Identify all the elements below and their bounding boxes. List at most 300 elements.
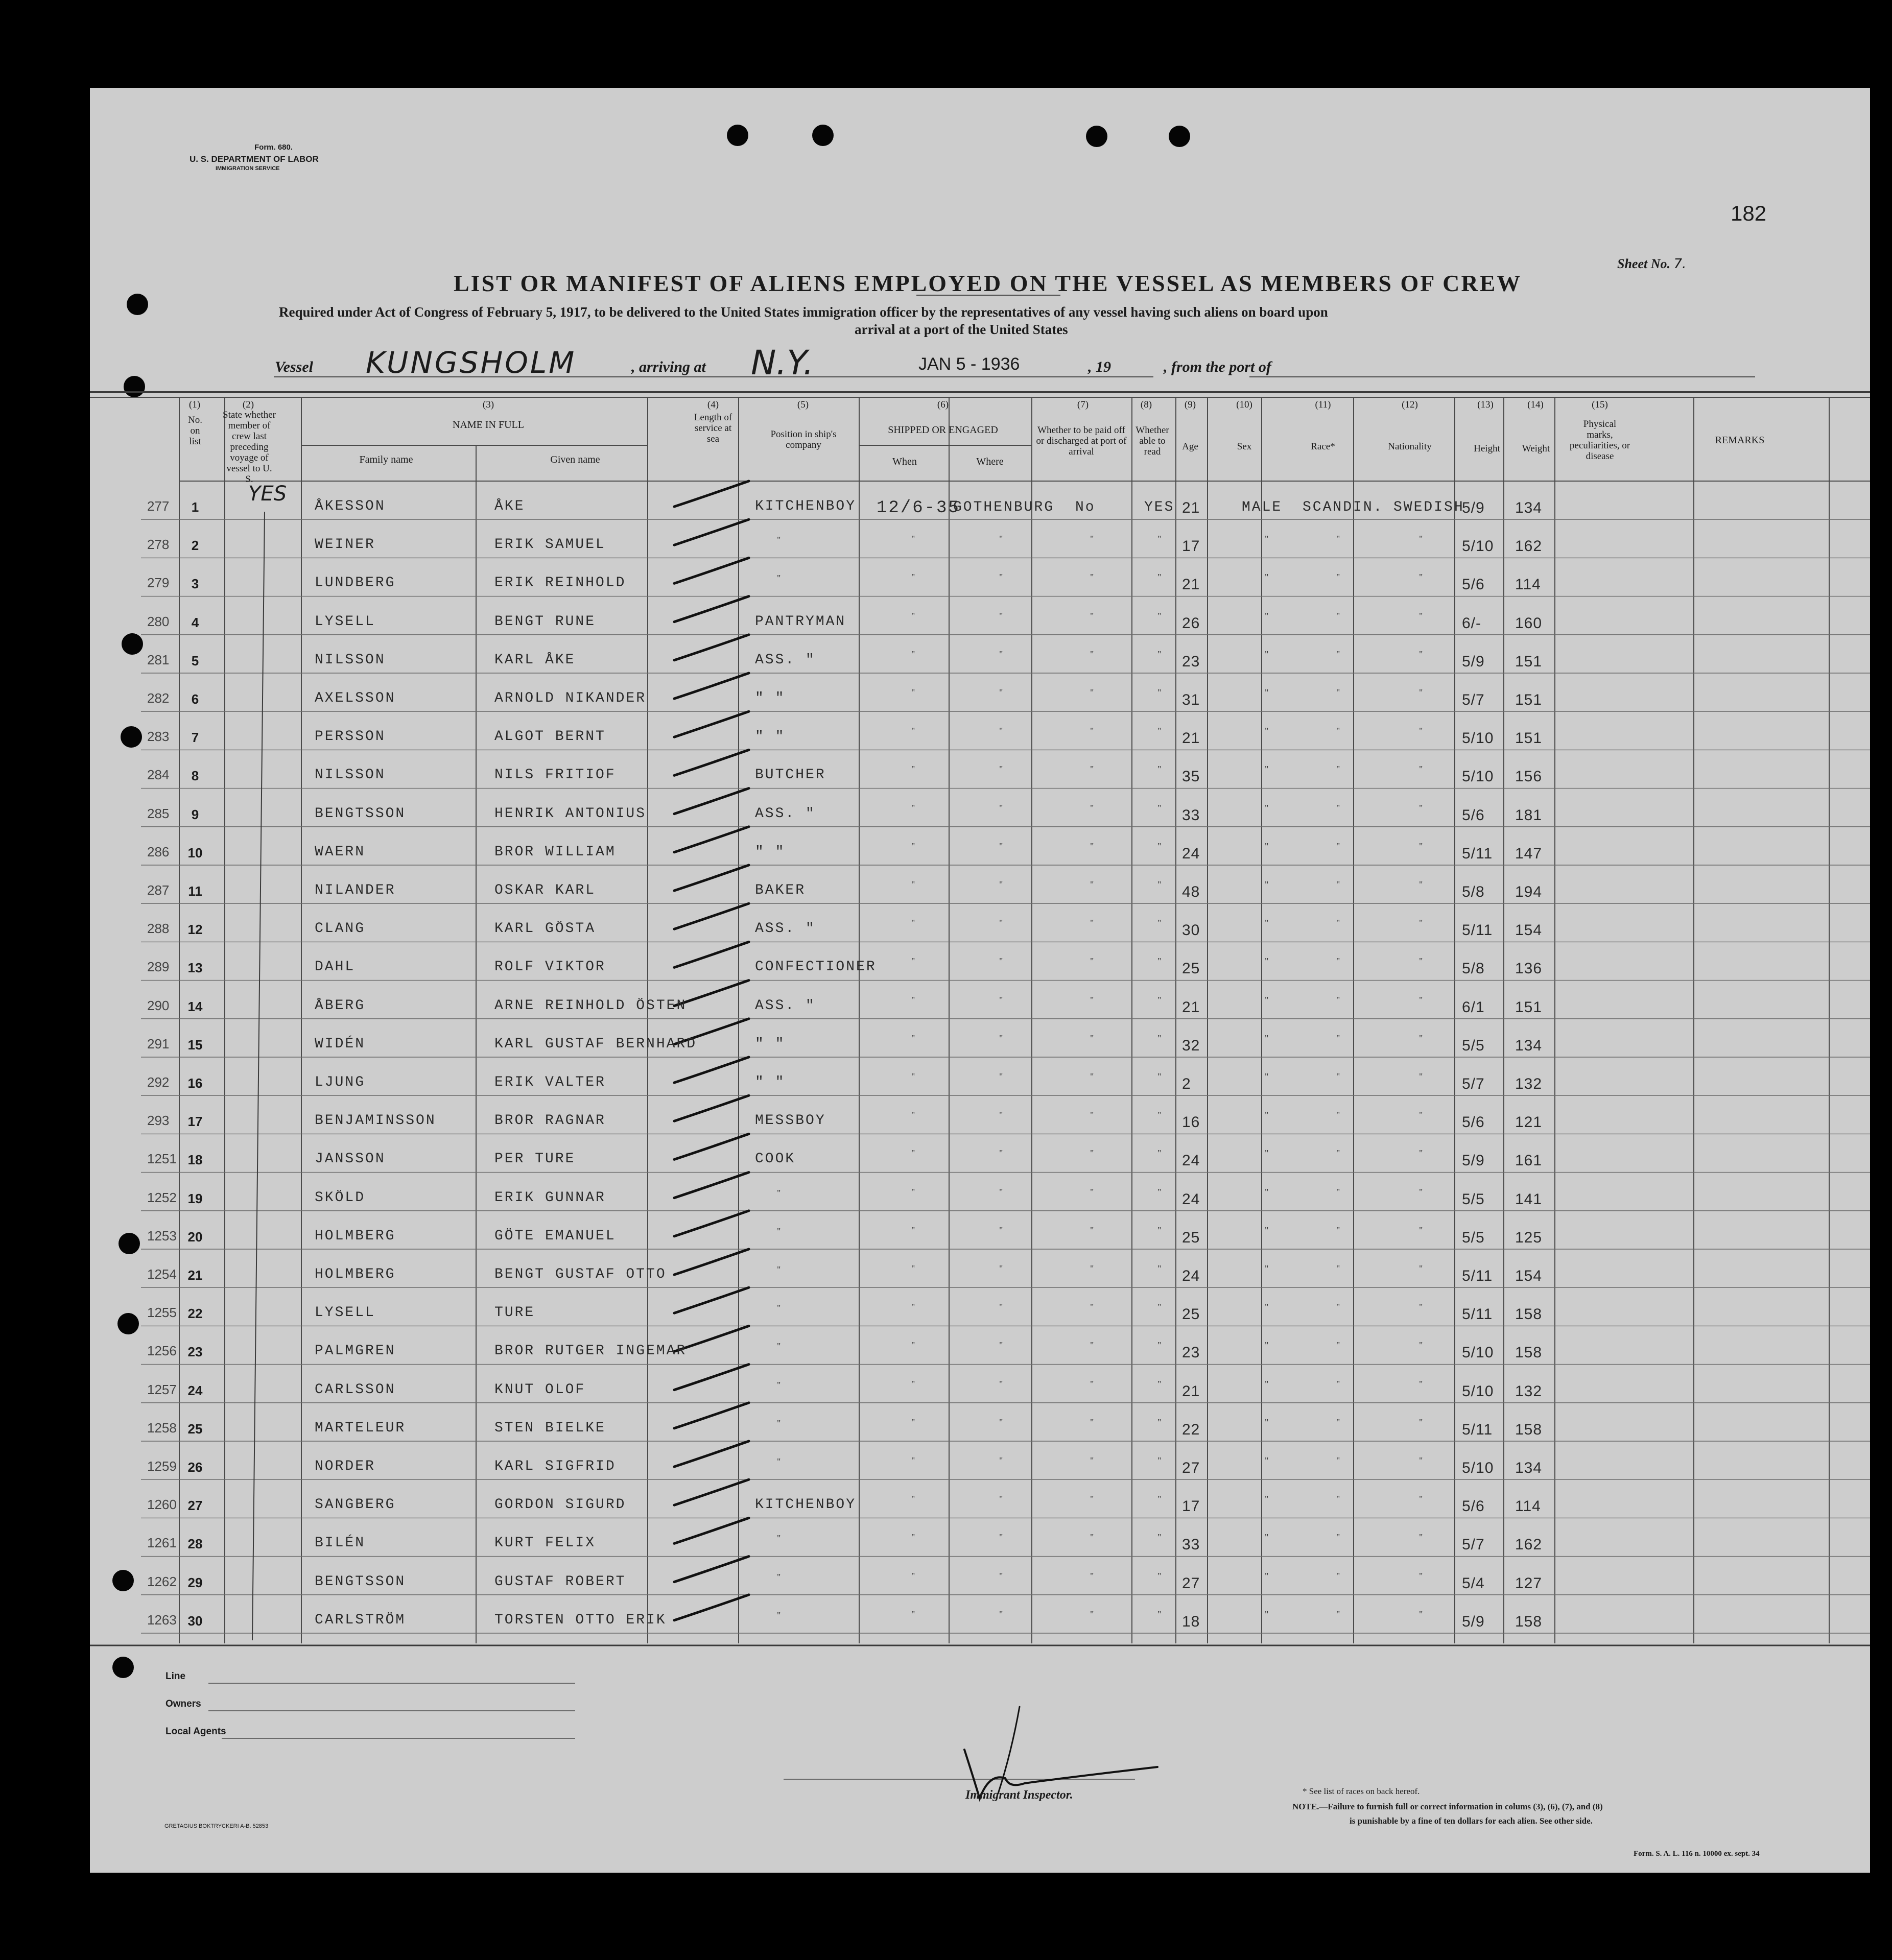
service-length-stroke [674, 1518, 749, 1543]
row-list-number: 16 [187, 1075, 203, 1091]
family-name-cell: CARLSSON [315, 1381, 396, 1398]
age-cell: 23 [1182, 653, 1200, 670]
age-cell: 27 [1182, 1574, 1200, 1592]
race-ditto: " [1336, 1378, 1340, 1389]
line-label: Line [165, 1671, 186, 1682]
row-list-number: 2 [191, 538, 199, 554]
paid-off-ditto: " [1090, 1263, 1094, 1274]
row-serial-number: 1258 [147, 1420, 177, 1436]
row-list-number: 13 [187, 960, 203, 976]
can-read-ditto: " [1157, 572, 1162, 583]
age-cell: 30 [1182, 922, 1200, 939]
date-stamp: JAN 5 - 1936 [918, 354, 1020, 374]
position-cell: " " [755, 1074, 786, 1090]
row-list-number: 28 [187, 1536, 203, 1552]
service-length-stroke [674, 596, 749, 622]
given-name-cell: ALGOT BERNT [494, 729, 606, 745]
nationality-ditto: " [1419, 572, 1423, 583]
nationality-ditto: " [1419, 534, 1423, 544]
age-cell: 32 [1182, 1037, 1200, 1054]
family-name-cell: SANGBERG [315, 1497, 396, 1513]
race-ditto: " [1336, 879, 1340, 890]
row-serial-number: 1262 [147, 1573, 177, 1589]
service-length-stroke [674, 1403, 749, 1428]
row-list-number: 1 [191, 499, 199, 515]
col15-number: (15) [1592, 399, 1608, 410]
sex-ditto: " [1265, 1455, 1269, 1466]
age-cell: 24 [1182, 1190, 1200, 1208]
service-length-stroke [674, 711, 749, 737]
race-ditto: " [1336, 572, 1340, 583]
shipped-where-ditto: " [999, 1186, 1003, 1197]
sex-ditto: " [1265, 610, 1269, 621]
shipped-when-ditto: " [911, 1417, 915, 1427]
shipped-when-ditto: " [911, 1186, 915, 1197]
family-name-cell: BENGTSSON [315, 805, 406, 822]
given-name-cell: KARL SIGFRID [494, 1459, 616, 1474]
sex-ditto: " [1265, 764, 1269, 775]
height-cell: 5/9 [1462, 499, 1485, 516]
family-name-cell: CARLSTRÖM [315, 1612, 406, 1628]
row-list-number: 12 [187, 922, 203, 938]
shipped-when-ditto: " [911, 956, 915, 967]
weight-cell: 154 [1515, 1268, 1543, 1284]
sex-ditto: " [1265, 1071, 1269, 1082]
sex-ditto: " [1265, 994, 1269, 1005]
age-cell: 16 [1182, 1114, 1200, 1131]
shipped-when-ditto: " [911, 726, 915, 736]
height-cell: 5/11 [1462, 1268, 1493, 1284]
age-cell: 24 [1182, 1152, 1200, 1169]
row-serial-number: 280 [147, 613, 170, 629]
sex-ditto: " [1265, 687, 1269, 698]
age-cell: 17 [1182, 1498, 1200, 1515]
weight-cell: 162 [1515, 538, 1543, 555]
nationality-ditto: " [1419, 764, 1423, 775]
col5-header: Position in ship's company [770, 429, 837, 450]
race-ditto: " [1336, 1263, 1340, 1274]
shipped-when-ditto: " [911, 649, 915, 659]
weight-cell: 194 [1515, 883, 1543, 900]
position-ditto: " [777, 1418, 781, 1428]
can-read-ditto: " [1157, 1110, 1162, 1120]
service-length-stroke [674, 635, 749, 660]
row-list-number: 18 [187, 1152, 203, 1168]
position-ditto: " [777, 1226, 781, 1236]
weight-cell: 161 [1515, 1152, 1543, 1169]
weight-cell: 134 [1515, 499, 1543, 516]
row-serial-number: 1255 [147, 1305, 177, 1321]
position-cell: PANTRYMAN [755, 613, 846, 630]
subtitle-line-1: Required under Act of Congress of February 5, 1917, to be delivered to the United States immigration officer by the representatives of any vessel having such aliens on board upon [279, 304, 1328, 320]
previous-voyage-entry: YES [248, 482, 287, 506]
race-ditto: " [1336, 1340, 1340, 1351]
row-serial-number: 1263 [147, 1612, 177, 1628]
paid-off-ditto: " [1090, 879, 1094, 890]
arriving-label: , arriving at [631, 358, 706, 375]
paid-off-ditto: " [1090, 687, 1094, 698]
given-name-cell: ROLF VIKTOR [494, 959, 606, 975]
row-serial-number: 291 [147, 1036, 170, 1051]
race-ditto: " [1336, 764, 1340, 775]
service-length-stroke [674, 1211, 749, 1236]
nationality-ditto: " [1419, 1494, 1423, 1504]
paid-off-ditto: " [1090, 1494, 1094, 1504]
race-ditto: " [1336, 1532, 1340, 1543]
row-serial-number: 1257 [147, 1381, 177, 1397]
sex-ditto: " [1265, 1340, 1269, 1351]
height-cell: 5/10 [1462, 1344, 1494, 1361]
can-read-ditto: " [1157, 687, 1162, 698]
age-cell: 33 [1182, 806, 1200, 824]
service-length-stroke [674, 1595, 749, 1620]
service-length-stroke [674, 1557, 749, 1582]
position-cell: BAKER [755, 882, 806, 898]
shipped-where-ditto: " [999, 841, 1003, 851]
shipped-where-ditto: " [999, 1378, 1003, 1389]
age-cell: 24 [1182, 845, 1200, 862]
shipped-where-ditto: " [999, 1609, 1003, 1619]
position-ditto: " [777, 1456, 781, 1467]
can-read-ditto: " [1157, 1148, 1162, 1159]
shipped-where-ditto: " [999, 1455, 1003, 1466]
given-name-cell: STEN BIELKE [494, 1420, 606, 1436]
col10-header: Sex [1237, 441, 1252, 452]
can-read-ditto: " [1157, 1033, 1162, 1043]
paid-off-ditto: " [1090, 764, 1094, 775]
col14-number: (14) [1527, 399, 1544, 410]
shipped-where-ditto: " [999, 1417, 1003, 1427]
family-name-cell: ÅBERG [315, 997, 366, 1014]
shipped-when-entry: 12/6-35 [877, 498, 960, 518]
col3-header: NAME IN FULL [453, 419, 524, 431]
height-cell: 5/8 [1462, 883, 1485, 900]
col4-number: (4) [707, 399, 719, 410]
row-serial-number: 289 [147, 959, 170, 975]
paid-off-ditto: " [1090, 610, 1094, 621]
shipped-when-ditto: " [911, 1225, 915, 1235]
nationality-ditto: " [1419, 956, 1423, 967]
height-cell: 5/11 [1462, 922, 1493, 939]
can-read-ditto: " [1157, 1263, 1162, 1274]
col2-header: State whether member of crew last preceding voyage of vessel to U. S. [223, 410, 276, 485]
weight-cell: 154 [1515, 922, 1543, 939]
can-read-ditto: " [1157, 956, 1162, 967]
race-ditto: " [1336, 726, 1340, 736]
row-list-number: 21 [187, 1268, 203, 1283]
height-cell: 5/4 [1462, 1574, 1485, 1592]
nationality-ditto: " [1419, 1609, 1423, 1619]
service-length-stroke [674, 519, 749, 545]
age-cell: 18 [1182, 1613, 1200, 1630]
col14-header: Weight [1522, 443, 1550, 454]
row-serial-number: 290 [147, 997, 170, 1013]
row-serial-number: 288 [147, 921, 170, 937]
weight-cell: 125 [1515, 1229, 1543, 1246]
nationality-ditto: " [1419, 1570, 1423, 1581]
row-serial-number: 1254 [147, 1266, 177, 1282]
service-length-stroke [674, 1095, 749, 1121]
service-length-stroke [674, 1441, 749, 1467]
weight-cell: 114 [1515, 576, 1541, 593]
race-ditto: " [1336, 1186, 1340, 1197]
service-length-stroke [674, 750, 749, 775]
position-ditto: " [777, 1187, 781, 1198]
shipped-where-ditto: " [999, 764, 1003, 775]
sex-ditto: " [1265, 1148, 1269, 1159]
family-name-cell: LYSELL [315, 613, 375, 630]
paid-off-ditto: " [1090, 726, 1094, 736]
weight-cell: 156 [1515, 768, 1543, 785]
weight-cell: 132 [1515, 1075, 1543, 1092]
family-name-cell: NILSSON [315, 652, 386, 668]
nationality-ditto: " [1419, 994, 1423, 1005]
height-cell: 5/10 [1462, 730, 1494, 747]
given-name-cell: GÖTE EMANUEL [494, 1228, 616, 1244]
age-cell: 24 [1182, 1268, 1200, 1284]
age-cell: 17 [1182, 538, 1200, 555]
family-name-cell: WIDÉN [315, 1036, 366, 1052]
race-ditto: " [1336, 1417, 1340, 1427]
can-read-ditto: " [1157, 1378, 1162, 1389]
sex-ditto: " [1265, 1417, 1269, 1427]
department-label: U. S. DEPARTMENT OF LABOR [190, 154, 319, 164]
paid-off-ditto: " [1090, 1071, 1094, 1082]
subtitle-line-2: arrival at a port of the United States [855, 322, 1068, 337]
col3-family-header: Family name [359, 454, 413, 465]
can-read-ditto: " [1157, 1071, 1162, 1082]
row-serial-number: 292 [147, 1074, 170, 1090]
shipped-where-ditto: " [999, 649, 1003, 659]
height-cell: 5/11 [1462, 845, 1493, 862]
height-cell: 5/7 [1462, 1075, 1485, 1092]
position-cell: KITCHENBOY [755, 498, 857, 514]
position-ditto: " [777, 1379, 781, 1390]
given-name-cell: KARL GÖSTA [494, 921, 596, 937]
shipped-where-ditto: " [999, 572, 1003, 583]
position-cell: BUTCHER [755, 767, 826, 783]
sex-ditto: " [1265, 572, 1269, 583]
shipped-where-ditto: " [999, 610, 1003, 621]
height-cell: 6/- [1462, 614, 1482, 632]
col3-number: (3) [482, 399, 494, 410]
weight-cell: 134 [1515, 1460, 1543, 1476]
race-ditto: " [1336, 1148, 1340, 1159]
weight-cell: 136 [1515, 960, 1543, 977]
sheet-label-text: Sheet No. [1617, 256, 1670, 271]
sex-entry: MALE [1242, 499, 1283, 515]
row-serial-number: 293 [147, 1113, 170, 1129]
family-name-cell: NORDER [315, 1459, 375, 1474]
shipped-when-ditto: " [911, 1532, 915, 1543]
service-length-stroke [674, 903, 749, 929]
age-cell: 26 [1182, 614, 1200, 632]
col3-given-header: Given name [550, 454, 600, 465]
col8-number: (8) [1140, 399, 1152, 410]
row-list-number: 30 [187, 1613, 203, 1629]
nationality-entry: SWEDISH [1393, 499, 1464, 515]
given-name-cell: NILS FRITIOF [494, 767, 616, 783]
note-line-1: NOTE.—Failure to furnish full or correct information in colums (3), (6), (7), and (8) [1292, 1802, 1603, 1811]
height-cell: 5/9 [1462, 1613, 1485, 1630]
shipped-where-ditto: " [999, 1148, 1003, 1159]
sex-ditto: " [1265, 879, 1269, 890]
shipped-when-ditto: " [911, 918, 915, 928]
age-cell: 21 [1182, 576, 1200, 593]
family-name-cell: BENGTSSON [315, 1573, 406, 1590]
paid-off-ditto: " [1090, 956, 1094, 967]
paid-off-ditto: " [1090, 1033, 1094, 1043]
position-ditto: " [777, 573, 781, 584]
given-name-cell: ARNE REINHOLD ÖSTEN [494, 997, 687, 1014]
row-serial-number: 281 [147, 652, 170, 667]
paid-off-ditto: " [1090, 1340, 1094, 1351]
shipped-when-ditto: " [911, 1110, 915, 1120]
service-length-stroke [674, 673, 749, 699]
row-list-number: 6 [191, 691, 199, 707]
shipped-when-ditto: " [911, 1570, 915, 1581]
family-name-cell: ÅKESSON [315, 498, 386, 514]
col5-number: (5) [797, 399, 809, 410]
age-cell: 21 [1182, 499, 1200, 516]
shipped-when-ditto: " [911, 1033, 915, 1043]
can-read-ditto: " [1157, 1494, 1162, 1504]
weight-cell: 141 [1515, 1190, 1543, 1208]
height-cell: 5/6 [1462, 1114, 1485, 1131]
row-serial-number: 287 [147, 882, 170, 898]
remarks-header: REMARKS [1715, 435, 1765, 446]
position-ditto: " [777, 1571, 781, 1582]
row-serial-number: 285 [147, 805, 170, 821]
shipped-where-ditto: " [999, 1033, 1003, 1043]
service-length-stroke [674, 481, 749, 507]
age-cell: 27 [1182, 1460, 1200, 1476]
sex-ditto: " [1265, 1033, 1269, 1043]
col7-number: (7) [1077, 399, 1089, 410]
given-name-cell: ARNOLD NIKANDER [494, 690, 647, 706]
age-cell: 21 [1182, 730, 1200, 747]
position-ditto: " [777, 1264, 781, 1275]
given-name-cell: GORDON SIGURD [494, 1497, 626, 1513]
race-ditto: " [1336, 994, 1340, 1005]
col11-header: Race* [1311, 441, 1335, 452]
shipped-where-ditto: " [999, 1340, 1003, 1351]
service-length-stroke [674, 1479, 749, 1505]
nationality-ditto: " [1419, 841, 1423, 851]
paid-off-ditto: " [1090, 841, 1094, 851]
paid-off-ditto: " [1090, 918, 1094, 928]
given-name-cell: ERIK REINHOLD [494, 575, 626, 591]
height-cell: 5/8 [1462, 960, 1485, 977]
shipped-when-ditto: " [911, 802, 915, 813]
col1-header: No. on list [188, 415, 202, 447]
age-cell: 23 [1182, 1344, 1200, 1361]
shipped-where-ditto: " [999, 1225, 1003, 1235]
race-ditto: " [1336, 841, 1340, 851]
paid-off-ditto: " [1090, 1148, 1094, 1159]
paid-off-ditto: " [1090, 1532, 1094, 1543]
service-length-stroke [674, 942, 749, 967]
shipped-where-ditto: " [999, 879, 1003, 890]
row-list-number: 24 [187, 1382, 203, 1398]
row-list-number: 9 [191, 806, 199, 822]
row-list-number: 20 [187, 1229, 203, 1245]
row-serial-number: 282 [147, 690, 170, 706]
service-label: IMMIGRATION SERVICE [216, 165, 280, 172]
col11-number: (11) [1315, 399, 1331, 410]
age-cell: 31 [1182, 691, 1200, 708]
given-name-cell: BROR RAGNAR [494, 1113, 606, 1129]
shipped-where-ditto: " [999, 1532, 1003, 1543]
shipped-where-ditto: " [999, 994, 1003, 1005]
nationality-ditto: " [1419, 1071, 1423, 1082]
race-ditto: " [1336, 956, 1340, 967]
given-name-cell: ERIK VALTER [494, 1074, 606, 1090]
service-length-stroke [674, 1287, 749, 1313]
paid-off-ditto: " [1090, 1378, 1094, 1389]
can-read-ditto: " [1157, 802, 1162, 813]
shipped-where-ditto: " [999, 1071, 1003, 1082]
sex-ditto: " [1265, 918, 1269, 928]
nationality-ditto: " [1419, 1417, 1423, 1427]
sex-ditto: " [1265, 1494, 1269, 1504]
shipped-when-ditto: " [911, 841, 915, 851]
family-name-cell: JANSSON [315, 1151, 386, 1167]
sex-ditto: " [1265, 1225, 1269, 1235]
given-name-cell: ÅKE [494, 498, 525, 514]
position-cell: KITCHENBOY [755, 1497, 857, 1513]
shipped-where-ditto: " [999, 687, 1003, 698]
paid-off-ditto: " [1090, 649, 1094, 659]
col7-header: Whether to be paid off or discharged at port of arrival [1036, 425, 1127, 457]
page-title: LIST OR MANIFEST OF ALIENS EMPLOYED ON THE VESSEL AS MEMBERS OF CREW [454, 270, 1522, 296]
nationality-ditto: " [1419, 726, 1423, 736]
family-name-cell: MARTELEUR [315, 1420, 406, 1436]
height-cell: 5/10 [1462, 538, 1494, 555]
row-list-number: 23 [187, 1344, 203, 1360]
height-cell: 5/5 [1462, 1229, 1485, 1246]
can-read-ditto: " [1157, 1609, 1162, 1619]
nationality-ditto: " [1419, 1340, 1423, 1351]
nationality-ditto: " [1419, 1378, 1423, 1389]
vessel-name: KUNGSHOLM [366, 345, 577, 380]
given-name-cell: KARL GUSTAF BERNHARD [494, 1036, 697, 1052]
weight-cell: 114 [1515, 1498, 1541, 1515]
family-name-cell: LUNDBERG [315, 575, 396, 591]
given-name-cell: KNUT OLOF [494, 1381, 586, 1398]
nationality-ditto: " [1419, 879, 1423, 890]
from-port-label: , from the port of [1164, 358, 1271, 375]
sex-ditto: " [1265, 649, 1269, 659]
given-name-cell: BROR RUTGER INGEMAR [494, 1343, 687, 1359]
family-name-cell: HOLMBERG [315, 1228, 396, 1244]
family-name-cell: HOLMBERG [315, 1266, 396, 1282]
sex-ditto: " [1265, 726, 1269, 736]
race-ditto: " [1336, 1033, 1340, 1043]
height-cell: 5/6 [1462, 576, 1485, 593]
can-read-ditto: " [1157, 994, 1162, 1005]
form-footer: Form. S. A. L. 116 n. 10000 ex. sept. 34 [1634, 1850, 1760, 1858]
col12-header: Nationality [1388, 441, 1432, 452]
nationality-ditto: " [1419, 1148, 1423, 1159]
row-serial-number: 1256 [147, 1343, 177, 1359]
col12-number: (12) [1402, 399, 1418, 410]
race-ditto: " [1336, 534, 1340, 544]
shipped-when-ditto: " [911, 1071, 915, 1082]
family-name-cell: PERSSON [315, 729, 386, 745]
paid-off-ditto: " [1090, 1110, 1094, 1120]
nationality-ditto: " [1419, 610, 1423, 621]
